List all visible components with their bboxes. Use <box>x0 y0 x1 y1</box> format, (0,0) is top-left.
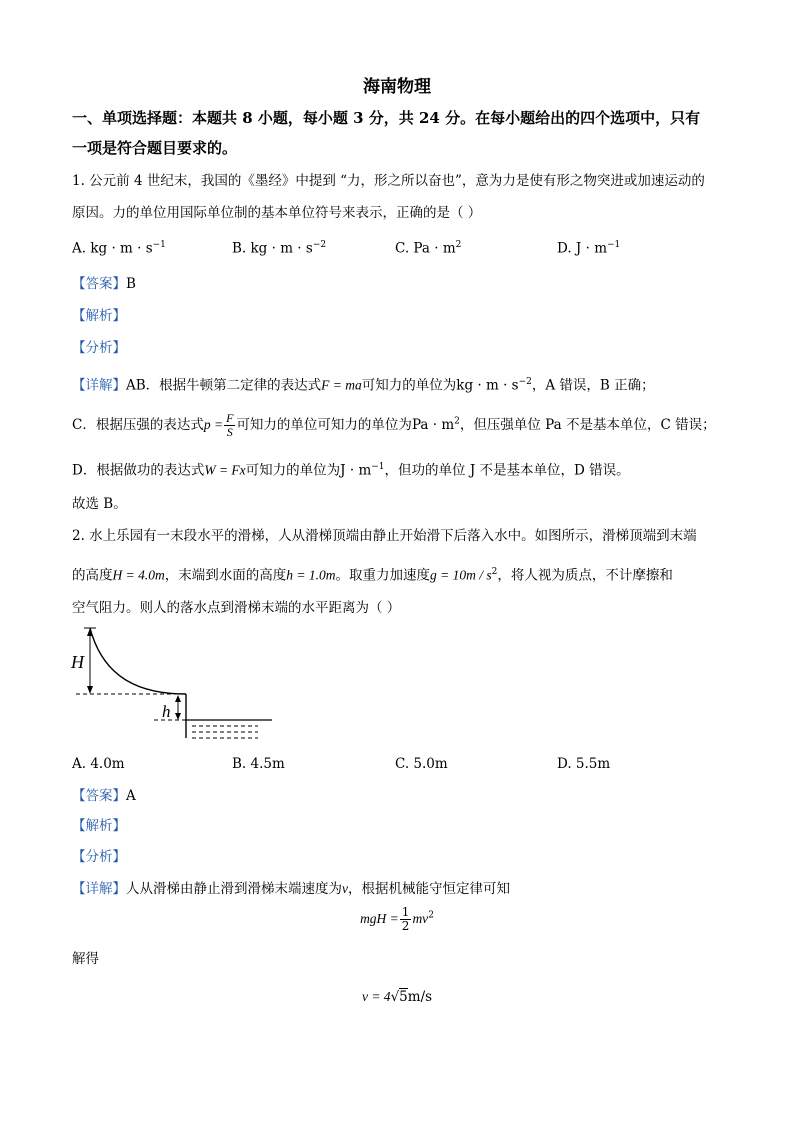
q2-stem-line3: 空气阻力。则人的落水点到滑梯末端的水平距离为（ ） <box>72 600 401 616</box>
q1-conclusion: 故选 B。 <box>72 496 127 512</box>
solve-label: 解得 <box>72 951 99 967</box>
q1-detail-ab: 【详解】AB．根据牛顿第二定律的表达式F = ma可知力的单位为kg · $m \cdot s^{-2}$，A 错误，B 正确； <box>72 377 655 394</box>
q2-option-d: D. 5.5m <box>557 756 611 772</box>
page-title: 海南物理 <box>363 77 431 97</box>
pressure-fraction: $\frac{F}{S}$ <box>226 411 234 439</box>
q2-stem-line2: 的高度H = 4.0m，末端到水面的高度h = 1.0m。取重力加速度$g = 10m / s^2$，将人视为质点，不计摩擦和 <box>72 567 673 584</box>
q2-option-b: B. 4.5m <box>232 756 285 772</box>
q1-option-a: A. kg · $m \cdot s^{-1}$ <box>72 240 166 257</box>
slide-diagram <box>68 622 278 746</box>
q2-fenxi-label: 【分析】 <box>72 849 126 865</box>
sqrt-symbol: √ <box>390 989 400 1005</box>
slide-curve <box>90 628 186 694</box>
q1-stem-line1: 1. 公元前 4 世纪末，我国的《墨经》中提到 “力，形之所以奋也”，意为力是使有形之物突进或加速运动的 <box>72 173 705 189</box>
section-heading-line2: 一项是符合题目要求的。 <box>72 139 238 157</box>
q2-option-c: C. 5.0m <box>395 756 448 772</box>
q1-option-b: B. kg · $m \cdot s^{-2}$ <box>232 240 327 257</box>
equation-velocity: v = 4√5m/s <box>361 989 433 1005</box>
label-H: H <box>71 652 84 672</box>
label-h: h <box>162 702 171 721</box>
q1-analysis-label: 【解析】 <box>72 308 126 324</box>
q1-fenxi-label: 【分析】 <box>72 340 126 356</box>
q2-detail: 【详解】人从滑梯由静止滑到滑梯末端速度为v，根据机械能守恒定律可知 <box>72 881 510 897</box>
equation-energy: mgH = $\frac{1}{2}$ $mv^2$ <box>360 905 434 933</box>
half-fraction: $\frac{1}{2}$ <box>401 905 410 933</box>
h-arrow-down <box>175 713 181 720</box>
q1-option-d: D. $J \cdot m^{-1}$ <box>557 240 621 257</box>
h-arrow-up <box>175 695 181 702</box>
sqrt-radicand: 5 <box>399 989 408 1005</box>
q2-analysis-label: 【解析】 <box>72 818 126 834</box>
section-heading-line1: 一、单项选择题：本题共 8 小题，每小题 3 分，共 24 分。在每小题给出的四个选项中，只有 <box>72 109 701 127</box>
q1-option-c: C. $Pa \cdot m^2$ <box>395 240 462 257</box>
q1-stem-line2: 原因。力的单位用国际单位制的基本单位符号来表示，正确的是（ ） <box>72 205 482 221</box>
q2-stem-line1: 2. 水上乐园有一末段水平的滑梯，人从滑梯顶端由静止开始滑下后落入水中。如图所示，滑梯顶端到末端 <box>72 528 697 544</box>
H-arrow-down <box>87 686 93 694</box>
H-arrow-up <box>87 628 93 636</box>
q1-detail-d: D．根据做功的表达式W = Fx可知力的单位为$J \cdot m^{-1}$，但功的单位 J 不是基本单位，D 错误。 <box>72 462 630 479</box>
q1-answer: 【答案】B <box>72 276 136 292</box>
q2-option-a: A. 4.0m <box>72 756 125 772</box>
q1-detail-c: C．根据压强的表达式p = $\frac{F}{S}$ 可知力的单位可知力的单位为$Pa \cdot m^2$，但压强单位 Pa 不是基本单位，C 错误； <box>72 411 716 439</box>
q2-answer: 【答案】A <box>72 788 136 804</box>
